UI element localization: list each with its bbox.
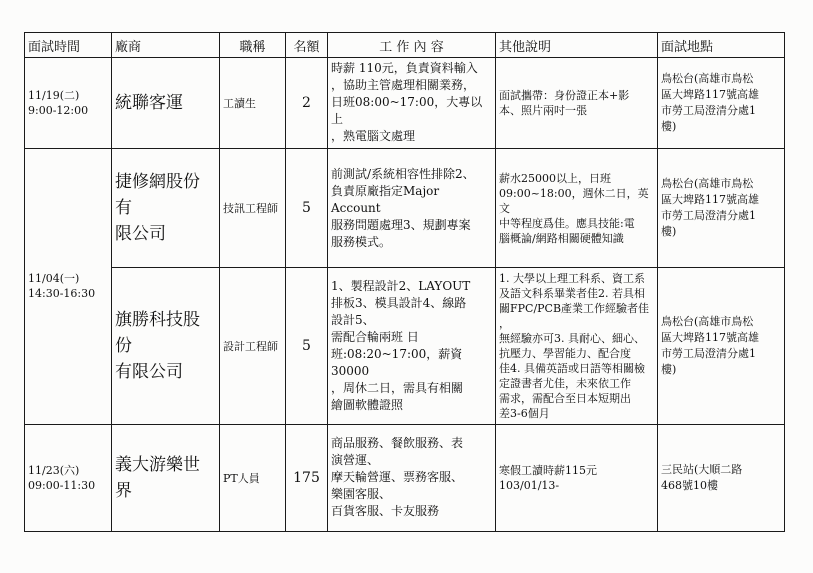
interview-location-cell bbox=[658, 424, 785, 531]
interview-time-cell-line: 09:00-11:30 bbox=[28, 478, 96, 492]
notes-cell-line: 需求，需配合至日本短期出 bbox=[499, 392, 631, 406]
interview-location-cell-line: 三民站(大順二路 bbox=[661, 462, 743, 476]
interview-time-cell-line: 11/23(六) bbox=[28, 463, 80, 477]
company-cell-line: 義大游樂世界 bbox=[115, 454, 200, 501]
job-title-cell: PT人員 bbox=[220, 424, 286, 531]
notes-cell-line: 抗壓力、學習能力、配合度 bbox=[499, 347, 631, 361]
work-content-cell-line: ，周休二日，需具有相關 bbox=[331, 381, 464, 396]
notes-cell-line: 薪水25000以上，日班 bbox=[499, 171, 611, 185]
table-row bbox=[25, 424, 785, 531]
interview-location-cell-line: 區大埤路117號高雄 bbox=[661, 193, 759, 207]
interview-location-cell-line: 鳥松台(高雄市鳥松 bbox=[661, 315, 754, 329]
interview-time-cell bbox=[25, 424, 112, 531]
notes-cell-line: 寒假工讀時薪115元 103/01/13- bbox=[499, 463, 597, 492]
work-content-cell-line: 商品服務、餐飲服務、表 bbox=[331, 436, 464, 451]
interview-time-cell-line: 9:00-12:00 bbox=[28, 103, 89, 117]
job-title-cell: 設計工程師 bbox=[220, 268, 286, 425]
notes-cell bbox=[496, 268, 658, 425]
table-row bbox=[25, 268, 785, 425]
work-content-cell-line: 負責原廠指定Major Account bbox=[331, 183, 440, 215]
interview-location-cell-line: 鳥松台(高雄市鳥松 bbox=[661, 71, 754, 85]
notes-cell-line: 腦概論/網路相關硬體知識 bbox=[499, 231, 624, 245]
company-cell-line: 捷修網股份有 bbox=[115, 172, 200, 219]
interview-location-cell-line: 市勞工局澄清分處1 bbox=[661, 347, 756, 361]
interview-time-cell-line: 11/04(一) bbox=[28, 272, 80, 286]
work-content-cell bbox=[328, 58, 496, 149]
work-content-cell-line: 樂園客服、 bbox=[331, 487, 392, 502]
company-cell-line: 統聯客運 bbox=[115, 92, 183, 113]
table-row bbox=[25, 58, 785, 149]
notes-cell-line: 差3-6個月 bbox=[499, 407, 550, 421]
work-content-cell-line: 日班08:00~17:00，大專以上 bbox=[331, 95, 483, 127]
notes-cell-line: 面試攜帶：身份證正本+影 bbox=[499, 88, 630, 102]
interview-location-cell-line: 468號10樓 bbox=[661, 478, 718, 492]
work-content-cell-line: ，熟電腦文處理 bbox=[331, 129, 416, 144]
header-row bbox=[25, 33, 785, 58]
work-content-cell-line: 需配合輪兩班 日 bbox=[331, 330, 419, 345]
header-notes: 其他說明 bbox=[496, 33, 658, 58]
interview-location-cell-line: 市勞工局澄清分處1 bbox=[661, 209, 756, 223]
company-cell-line: 限公司 bbox=[115, 224, 166, 245]
work-content-cell bbox=[328, 424, 496, 531]
work-content-cell-line: 設計5、 bbox=[331, 313, 375, 328]
company-cell-line: 有限公司 bbox=[115, 362, 183, 383]
header-time: 面試時間 bbox=[25, 33, 112, 58]
work-content-cell-line: 排板3、模具設計4、線路 bbox=[331, 296, 467, 311]
interview-time-cell bbox=[25, 58, 112, 149]
header-location: 面試地點 bbox=[658, 33, 785, 58]
work-content-cell-line: 班:08:20~17:00，薪資30000 bbox=[331, 347, 463, 379]
interview-time-cell-line: 11/19(二) bbox=[28, 88, 80, 102]
work-content-cell-line: 百貨客服、卡友服務 bbox=[331, 504, 440, 519]
work-content-cell-line: 前測試/系統相容性排除2、 bbox=[331, 166, 475, 181]
notes-cell-line: 定證書者尤佳，未來依工作 bbox=[499, 377, 631, 391]
openings-cell: 5 bbox=[286, 268, 328, 425]
job-title-cell: 技訊工程師 bbox=[220, 148, 286, 267]
interview-location-cell-line: 市勞工局澄清分處1 bbox=[661, 103, 756, 117]
company-cell bbox=[112, 148, 220, 267]
notes-cell-line: 及語文科系畢業者佳2. 若具相 bbox=[499, 287, 645, 301]
work-content-cell-line: 演營運、 bbox=[331, 453, 380, 468]
openings-cell: 2 bbox=[286, 58, 328, 149]
header-work: 工 作 內 容 bbox=[328, 33, 496, 58]
interview-time-cell-line: 14:30-16:30 bbox=[28, 287, 96, 301]
header-company: 廠商 bbox=[112, 33, 220, 58]
company-cell bbox=[112, 424, 220, 531]
notes-cell-line: 佳4. 具備英語或日語等相關檢 bbox=[499, 362, 645, 376]
company-cell bbox=[112, 268, 220, 425]
interview-location-cell-line: 區大埤路117號高雄 bbox=[661, 87, 759, 101]
work-content-cell-line: ，協助主管處理相關業務， bbox=[331, 78, 476, 93]
interview-location-cell-line: 鳥松台(高雄市鳥松 bbox=[661, 177, 754, 191]
interview-time-cell bbox=[25, 148, 112, 424]
job-title-cell: 工讀生 bbox=[220, 58, 286, 149]
notes-cell bbox=[496, 148, 658, 267]
table-row bbox=[25, 148, 785, 267]
interview-location-cell bbox=[658, 268, 785, 425]
work-content-cell-line: 服務模式。 bbox=[331, 234, 392, 249]
notes-cell-line: 中等程度爲佳。應具技能:電 bbox=[499, 216, 635, 230]
notes-cell-line: 無經驗亦可3. 具耐心、細心、 bbox=[499, 332, 645, 346]
notes-cell-line: 本、照片兩吋一張 bbox=[499, 103, 587, 117]
openings-cell: 5 bbox=[286, 148, 328, 267]
company-cell bbox=[112, 58, 220, 149]
header-count: 名額 bbox=[286, 33, 328, 58]
notes-cell-line: 1. 大學以上理工科系、資工系 bbox=[499, 272, 645, 286]
work-content-cell bbox=[328, 148, 496, 267]
interview-location-cell bbox=[658, 58, 785, 149]
notes-cell bbox=[496, 424, 658, 531]
openings-cell: 175 bbox=[286, 424, 328, 531]
company-cell-line: 旗勝科技股份 bbox=[115, 310, 200, 357]
work-content-cell-line: 時薪 110元，負責資料輸入 bbox=[331, 61, 478, 76]
notes-cell-line: 09:00~18:00，週休二日，英文 bbox=[499, 186, 649, 215]
work-content-cell-line: 摩天輪營運、票務客服、 bbox=[331, 470, 464, 485]
work-content-cell bbox=[328, 268, 496, 425]
notes-cell-line: 關FPC/PCB產業工作經驗者佳 bbox=[499, 302, 650, 316]
notes-cell bbox=[496, 58, 658, 149]
work-content-cell-line: 繪圖軟體證照 bbox=[331, 398, 404, 413]
notes-cell-line: ， bbox=[499, 317, 510, 331]
work-content-cell-line: 服務問題處理3、規劃專案 bbox=[331, 217, 471, 232]
job-interview-table bbox=[24, 32, 785, 532]
interview-location-cell bbox=[658, 148, 785, 267]
interview-location-cell-line: 樓) bbox=[661, 363, 677, 377]
interview-location-cell-line: 樓) bbox=[661, 119, 677, 133]
interview-location-cell-line: 樓) bbox=[661, 225, 677, 239]
work-content-cell-line: 1、製程設計2、LAYOUT bbox=[331, 279, 471, 294]
interview-location-cell-line: 區大埤路117號高雄 bbox=[661, 331, 759, 345]
header-role: 職稱 bbox=[220, 33, 286, 58]
